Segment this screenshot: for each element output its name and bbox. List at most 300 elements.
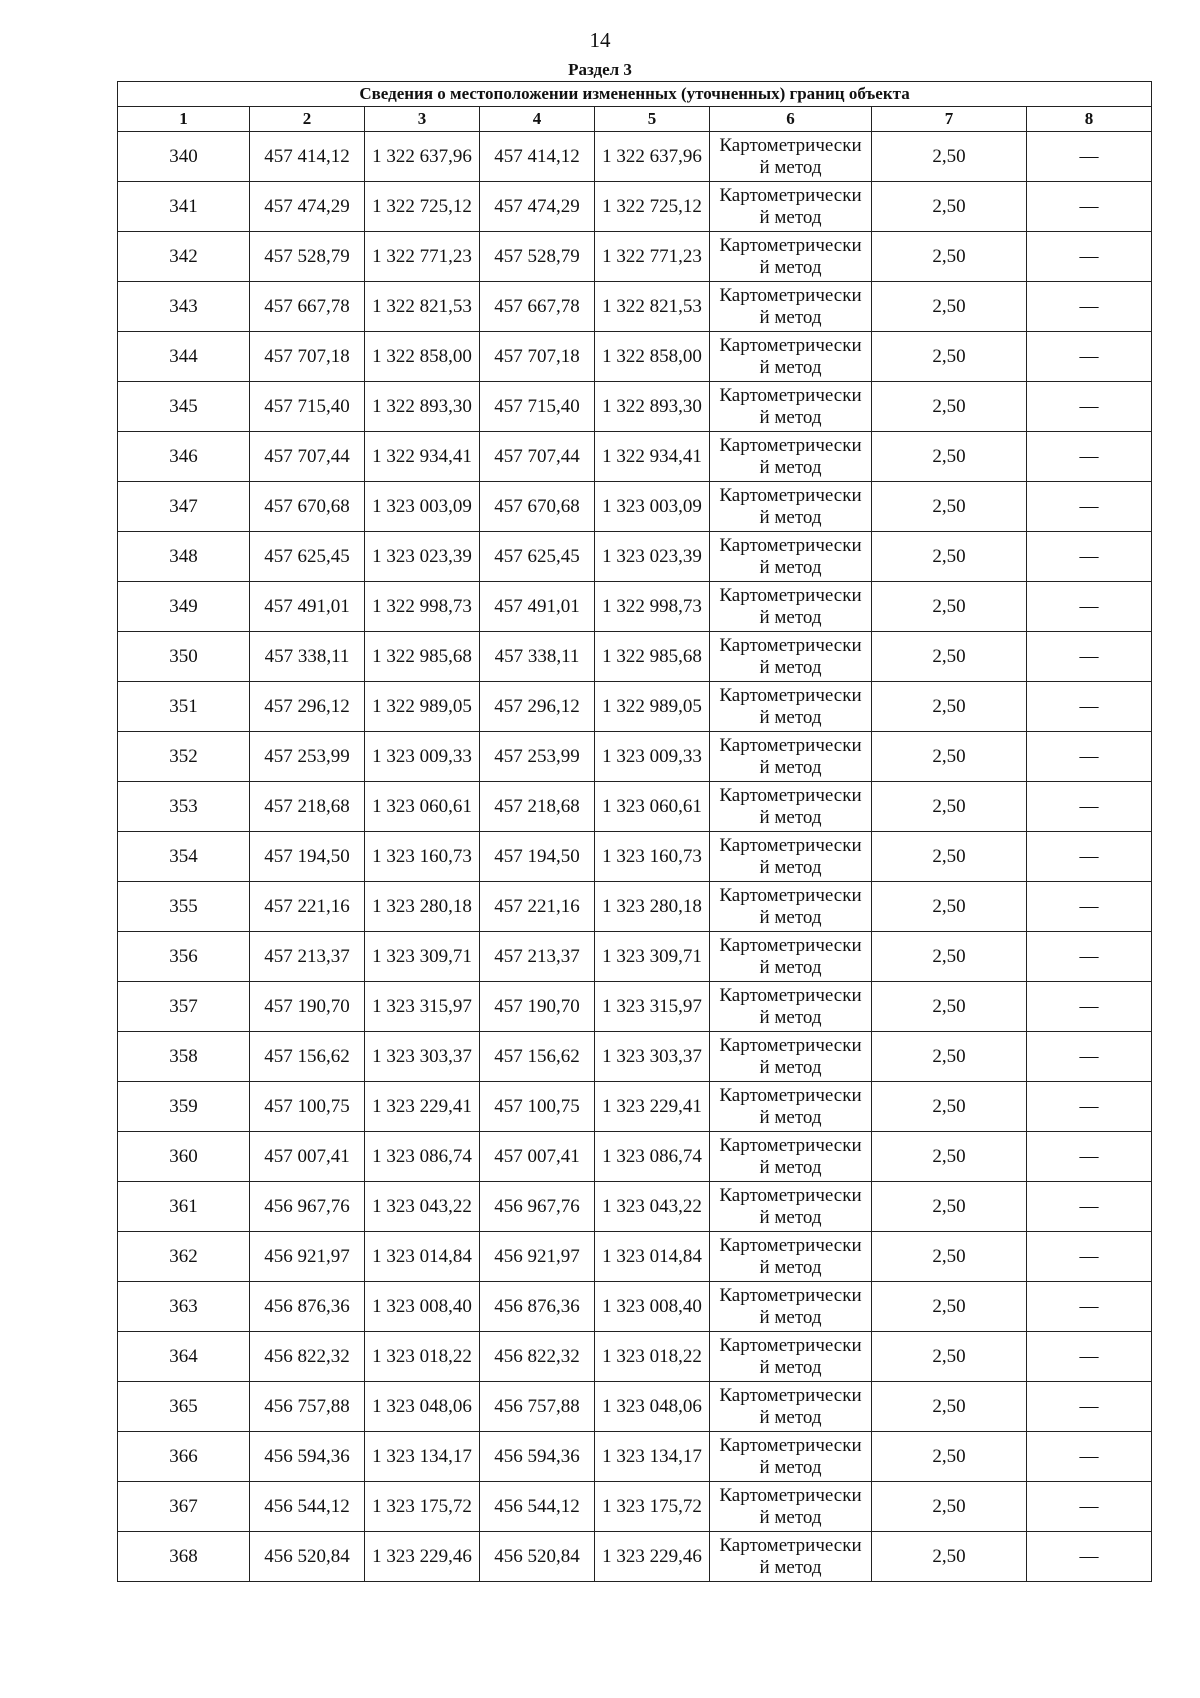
- point-number-cell: 345: [118, 382, 250, 432]
- y-refined-cell: 1 323 280,18: [595, 882, 710, 932]
- accuracy-cell: 2,50: [872, 382, 1027, 432]
- method-line-1: Картометрически: [719, 634, 862, 656]
- table-caption: Сведения о местоположении измененных (уточненных) границ объекта: [118, 82, 1152, 107]
- method-line-1: Картометрически: [719, 834, 862, 856]
- table-row: [118, 282, 1152, 332]
- x-refined-cell: 457 707,18: [480, 332, 595, 382]
- accuracy-cell: 2,50: [872, 1332, 1027, 1382]
- method-line-2: й метод: [759, 906, 822, 928]
- page-number: 14: [589, 28, 611, 52]
- y-refined-cell: 1 322 989,05: [595, 682, 710, 732]
- x-refined-cell: 457 715,40: [480, 382, 595, 432]
- point-number-cell: 361: [118, 1182, 250, 1232]
- method-cell: [710, 1182, 872, 1232]
- column-number-6: 6: [710, 107, 872, 132]
- y-existing-cell: 1 323 303,37: [365, 1032, 480, 1082]
- method-cell: [710, 682, 872, 732]
- method-cell: [710, 332, 872, 382]
- description-cell: —: [1027, 932, 1152, 982]
- accuracy-cell: 2,50: [872, 1482, 1027, 1532]
- x-refined-cell: 457 156,62: [480, 1032, 595, 1082]
- point-number-cell: 358: [118, 1032, 250, 1082]
- method-line-2: й метод: [759, 1256, 822, 1278]
- method-line-1: Картометрически: [719, 1284, 862, 1306]
- method-line-1: Картометрически: [719, 734, 862, 756]
- accuracy-cell: 2,50: [872, 532, 1027, 582]
- description-cell: —: [1027, 432, 1152, 482]
- table-row: [118, 532, 1152, 582]
- point-number-cell: 350: [118, 632, 250, 682]
- y-refined-cell: 1 323 014,84: [595, 1232, 710, 1282]
- method-line-1: Картометрически: [719, 1234, 862, 1256]
- table-row: [118, 832, 1152, 882]
- x-existing-cell: 457 715,40: [250, 382, 365, 432]
- column-number-7: 7: [872, 107, 1027, 132]
- method-line-2: й метод: [759, 356, 822, 378]
- description-cell: —: [1027, 1532, 1152, 1582]
- y-existing-cell: 1 323 160,73: [365, 832, 480, 882]
- accuracy-cell: 2,50: [872, 132, 1027, 182]
- table-row: [118, 782, 1152, 832]
- x-refined-cell: 457 670,68: [480, 482, 595, 532]
- method-cell: [710, 532, 872, 582]
- y-existing-cell: 1 323 175,72: [365, 1482, 480, 1532]
- y-existing-cell: 1 323 309,71: [365, 932, 480, 982]
- method-line-2: й метод: [759, 506, 822, 528]
- table-row: [118, 1282, 1152, 1332]
- point-number-cell: 356: [118, 932, 250, 982]
- y-refined-cell: 1 323 160,73: [595, 832, 710, 882]
- table-row: [118, 982, 1152, 1032]
- accuracy-cell: 2,50: [872, 832, 1027, 882]
- table-row: [118, 1332, 1152, 1382]
- x-refined-cell: 457 221,16: [480, 882, 595, 932]
- section-title: Раздел 3: [568, 60, 632, 79]
- method-line-2: й метод: [759, 1456, 822, 1478]
- y-existing-cell: 1 323 280,18: [365, 882, 480, 932]
- x-existing-cell: 457 338,11: [250, 632, 365, 682]
- y-refined-cell: 1 323 043,22: [595, 1182, 710, 1232]
- accuracy-cell: 2,50: [872, 982, 1027, 1032]
- x-refined-cell: 457 213,37: [480, 932, 595, 982]
- accuracy-cell: 2,50: [872, 332, 1027, 382]
- y-refined-cell: 1 323 048,06: [595, 1382, 710, 1432]
- method-line-2: й метод: [759, 1156, 822, 1178]
- table-row: [118, 482, 1152, 532]
- y-refined-cell: 1 322 985,68: [595, 632, 710, 682]
- table-row: [118, 582, 1152, 632]
- x-existing-cell: 457 707,18: [250, 332, 365, 382]
- y-existing-cell: 1 323 134,17: [365, 1432, 480, 1482]
- point-number-cell: 354: [118, 832, 250, 882]
- x-existing-cell: 457 007,41: [250, 1132, 365, 1182]
- y-existing-cell: 1 323 229,41: [365, 1082, 480, 1132]
- x-existing-cell: 457 190,70: [250, 982, 365, 1032]
- y-existing-cell: 1 322 998,73: [365, 582, 480, 632]
- y-refined-cell: 1 323 315,97: [595, 982, 710, 1032]
- y-refined-cell: 1 323 009,33: [595, 732, 710, 782]
- method-cell: [710, 1332, 872, 1382]
- table-row: [118, 332, 1152, 382]
- method-line-2: й метод: [759, 706, 822, 728]
- method-line-2: й метод: [759, 1106, 822, 1128]
- x-existing-cell: 456 876,36: [250, 1282, 365, 1332]
- accuracy-cell: 2,50: [872, 182, 1027, 232]
- point-number-cell: 343: [118, 282, 250, 332]
- method-cell: [710, 882, 872, 932]
- y-refined-cell: 1 322 998,73: [595, 582, 710, 632]
- method-line-2: й метод: [759, 1006, 822, 1028]
- method-cell: [710, 1232, 872, 1282]
- description-cell: —: [1027, 182, 1152, 232]
- x-existing-cell: 457 296,12: [250, 682, 365, 732]
- x-refined-cell: 457 474,29: [480, 182, 595, 232]
- description-cell: —: [1027, 332, 1152, 382]
- y-existing-cell: 1 322 934,41: [365, 432, 480, 482]
- x-existing-cell: 457 213,37: [250, 932, 365, 982]
- table-row: [118, 382, 1152, 432]
- x-refined-cell: 456 544,12: [480, 1482, 595, 1532]
- y-refined-cell: 1 323 134,17: [595, 1432, 710, 1482]
- method-line-1: Картометрически: [719, 884, 862, 906]
- x-refined-cell: 456 876,36: [480, 1282, 595, 1332]
- y-refined-cell: 1 323 229,41: [595, 1082, 710, 1132]
- x-refined-cell: 457 190,70: [480, 982, 595, 1032]
- method-cell: [710, 732, 872, 782]
- table-row: [118, 1132, 1152, 1182]
- x-existing-cell: 457 670,68: [250, 482, 365, 532]
- accuracy-cell: 2,50: [872, 732, 1027, 782]
- x-existing-cell: 457 253,99: [250, 732, 365, 782]
- description-cell: —: [1027, 782, 1152, 832]
- method-line-2: й метод: [759, 656, 822, 678]
- x-refined-cell: 457 707,44: [480, 432, 595, 482]
- x-refined-cell: 457 194,50: [480, 832, 595, 882]
- y-refined-cell: 1 322 934,41: [595, 432, 710, 482]
- method-line-1: Картометрически: [719, 1534, 862, 1556]
- method-line-1: Картометрически: [719, 1184, 862, 1206]
- method-line-2: й метод: [759, 1056, 822, 1078]
- description-cell: —: [1027, 1132, 1152, 1182]
- method-line-2: й метод: [759, 206, 822, 228]
- method-line-1: Картометрически: [719, 584, 862, 606]
- description-cell: —: [1027, 732, 1152, 782]
- method-cell: [710, 782, 872, 832]
- method-cell: [710, 1432, 872, 1482]
- y-refined-cell: 1 323 309,71: [595, 932, 710, 982]
- y-refined-cell: 1 322 893,30: [595, 382, 710, 432]
- description-cell: —: [1027, 1182, 1152, 1232]
- method-line-1: Картометрически: [719, 134, 862, 156]
- method-cell: [710, 832, 872, 882]
- method-line-2: й метод: [759, 256, 822, 278]
- point-number-cell: 340: [118, 132, 250, 182]
- accuracy-cell: 2,50: [872, 1432, 1027, 1482]
- method-cell: [710, 382, 872, 432]
- y-refined-cell: 1 323 003,09: [595, 482, 710, 532]
- description-cell: —: [1027, 132, 1152, 182]
- column-number-2: 2: [250, 107, 365, 132]
- point-number-cell: 363: [118, 1282, 250, 1332]
- y-existing-cell: 1 323 315,97: [365, 982, 480, 1032]
- accuracy-cell: 2,50: [872, 432, 1027, 482]
- y-existing-cell: 1 322 725,12: [365, 182, 480, 232]
- accuracy-cell: 2,50: [872, 1282, 1027, 1332]
- y-existing-cell: 1 323 014,84: [365, 1232, 480, 1282]
- method-line-2: й метод: [759, 806, 822, 828]
- method-line-1: Картометрически: [719, 984, 862, 1006]
- y-existing-cell: 1 323 023,39: [365, 532, 480, 582]
- method-line-2: й метод: [759, 1406, 822, 1428]
- table-body: [118, 132, 1152, 1582]
- method-cell: [710, 982, 872, 1032]
- y-existing-cell: 1 323 018,22: [365, 1332, 480, 1382]
- table-row: [118, 232, 1152, 282]
- method-line-1: Картометрически: [719, 284, 862, 306]
- x-refined-cell: 456 921,97: [480, 1232, 595, 1282]
- y-existing-cell: 1 322 771,23: [365, 232, 480, 282]
- description-cell: —: [1027, 1232, 1152, 1282]
- x-existing-cell: 456 520,84: [250, 1532, 365, 1582]
- method-line-2: й метод: [759, 956, 822, 978]
- method-line-1: Картометрически: [719, 1434, 862, 1456]
- method-line-2: й метод: [759, 1356, 822, 1378]
- table-row: [118, 1032, 1152, 1082]
- x-existing-cell: 457 218,68: [250, 782, 365, 832]
- point-number-cell: 353: [118, 782, 250, 832]
- y-existing-cell: 1 322 858,00: [365, 332, 480, 382]
- x-existing-cell: 457 414,12: [250, 132, 365, 182]
- x-existing-cell: 457 667,78: [250, 282, 365, 332]
- method-line-2: й метод: [759, 156, 822, 178]
- method-cell: [710, 282, 872, 332]
- y-existing-cell: 1 323 008,40: [365, 1282, 480, 1332]
- method-cell: [710, 232, 872, 282]
- table-row: [118, 1082, 1152, 1132]
- accuracy-cell: 2,50: [872, 1032, 1027, 1082]
- method-line-1: Картометрически: [719, 684, 862, 706]
- point-number-cell: 344: [118, 332, 250, 382]
- x-refined-cell: 457 253,99: [480, 732, 595, 782]
- method-cell: [710, 1532, 872, 1582]
- accuracy-cell: 2,50: [872, 482, 1027, 532]
- y-refined-cell: 1 323 060,61: [595, 782, 710, 832]
- y-refined-cell: 1 323 229,46: [595, 1532, 710, 1582]
- x-existing-cell: 456 757,88: [250, 1382, 365, 1432]
- y-existing-cell: 1 322 989,05: [365, 682, 480, 732]
- table-row: [118, 182, 1152, 232]
- method-line-2: й метод: [759, 1556, 822, 1578]
- accuracy-cell: 2,50: [872, 1182, 1027, 1232]
- x-refined-cell: 457 338,11: [480, 632, 595, 682]
- description-cell: —: [1027, 1282, 1152, 1332]
- x-existing-cell: 456 967,76: [250, 1182, 365, 1232]
- method-line-1: Картометрически: [719, 534, 862, 556]
- method-cell: [710, 482, 872, 532]
- accuracy-cell: 2,50: [872, 682, 1027, 732]
- method-line-1: Картометрически: [719, 434, 862, 456]
- description-cell: —: [1027, 882, 1152, 932]
- description-cell: —: [1027, 282, 1152, 332]
- description-cell: —: [1027, 682, 1152, 732]
- x-existing-cell: 456 544,12: [250, 1482, 365, 1532]
- point-number-cell: 362: [118, 1232, 250, 1282]
- description-cell: —: [1027, 1332, 1152, 1382]
- x-refined-cell: 457 625,45: [480, 532, 595, 582]
- method-line-2: й метод: [759, 856, 822, 878]
- method-line-1: Картометрически: [719, 784, 862, 806]
- method-cell: [710, 1032, 872, 1082]
- y-refined-cell: 1 323 303,37: [595, 1032, 710, 1082]
- table-row: [118, 1432, 1152, 1482]
- method-cell: [710, 1082, 872, 1132]
- method-cell: [710, 132, 872, 182]
- y-existing-cell: 1 322 637,96: [365, 132, 480, 182]
- accuracy-cell: 2,50: [872, 1132, 1027, 1182]
- point-number-cell: 368: [118, 1532, 250, 1582]
- method-cell: [710, 582, 872, 632]
- description-cell: —: [1027, 1382, 1152, 1432]
- method-line-1: Картометрически: [719, 1484, 862, 1506]
- accuracy-cell: 2,50: [872, 1382, 1027, 1432]
- accuracy-cell: 2,50: [872, 282, 1027, 332]
- y-existing-cell: 1 323 043,22: [365, 1182, 480, 1232]
- y-refined-cell: 1 323 086,74: [595, 1132, 710, 1182]
- x-existing-cell: 457 707,44: [250, 432, 365, 482]
- method-line-2: й метод: [759, 306, 822, 328]
- description-cell: —: [1027, 1082, 1152, 1132]
- method-line-2: й метод: [759, 756, 822, 778]
- y-existing-cell: 1 323 048,06: [365, 1382, 480, 1432]
- accuracy-cell: 2,50: [872, 1232, 1027, 1282]
- method-line-2: й метод: [759, 456, 822, 478]
- y-refined-cell: 1 322 725,12: [595, 182, 710, 232]
- table-row: [118, 682, 1152, 732]
- point-number-cell: 341: [118, 182, 250, 232]
- table-row: [118, 1482, 1152, 1532]
- x-refined-cell: 456 757,88: [480, 1382, 595, 1432]
- x-existing-cell: 457 528,79: [250, 232, 365, 282]
- method-line-1: Картометрически: [719, 1134, 862, 1156]
- column-number-5: 5: [595, 107, 710, 132]
- method-line-1: Картометрически: [719, 484, 862, 506]
- method-line-1: Картометрически: [719, 1034, 862, 1056]
- method-cell: [710, 932, 872, 982]
- y-existing-cell: 1 322 985,68: [365, 632, 480, 682]
- x-existing-cell: 457 100,75: [250, 1082, 365, 1132]
- x-refined-cell: 457 667,78: [480, 282, 595, 332]
- column-number-4: 4: [480, 107, 595, 132]
- y-refined-cell: 1 322 637,96: [595, 132, 710, 182]
- x-existing-cell: 457 625,45: [250, 532, 365, 582]
- method-line-1: Картометрически: [719, 1384, 862, 1406]
- accuracy-cell: 2,50: [872, 232, 1027, 282]
- x-refined-cell: 457 528,79: [480, 232, 595, 282]
- method-cell: [710, 1382, 872, 1432]
- table-row: [118, 632, 1152, 682]
- method-line-1: Картометрически: [719, 1334, 862, 1356]
- method-cell: [710, 182, 872, 232]
- description-cell: —: [1027, 1482, 1152, 1532]
- description-cell: —: [1027, 832, 1152, 882]
- method-cell: [710, 1282, 872, 1332]
- method-line-1: Картометрически: [719, 184, 862, 206]
- y-refined-cell: 1 323 175,72: [595, 1482, 710, 1532]
- accuracy-cell: 2,50: [872, 1082, 1027, 1132]
- y-existing-cell: 1 322 893,30: [365, 382, 480, 432]
- method-line-2: й метод: [759, 1306, 822, 1328]
- table-row: [118, 1232, 1152, 1282]
- point-number-cell: 352: [118, 732, 250, 782]
- y-existing-cell: 1 323 009,33: [365, 732, 480, 782]
- y-existing-cell: 1 323 060,61: [365, 782, 480, 832]
- method-line-1: Картометрически: [719, 934, 862, 956]
- description-cell: —: [1027, 532, 1152, 582]
- point-number-cell: 357: [118, 982, 250, 1032]
- y-refined-cell: 1 323 018,22: [595, 1332, 710, 1382]
- x-existing-cell: 457 156,62: [250, 1032, 365, 1082]
- method-line-2: й метод: [759, 556, 822, 578]
- table-row: [118, 432, 1152, 482]
- x-refined-cell: 457 414,12: [480, 132, 595, 182]
- accuracy-cell: 2,50: [872, 882, 1027, 932]
- description-cell: —: [1027, 482, 1152, 532]
- x-existing-cell: 457 491,01: [250, 582, 365, 632]
- point-number-cell: 349: [118, 582, 250, 632]
- x-refined-cell: 456 967,76: [480, 1182, 595, 1232]
- method-cell: [710, 632, 872, 682]
- x-refined-cell: 456 594,36: [480, 1432, 595, 1482]
- table-row: [118, 882, 1152, 932]
- x-refined-cell: 456 822,32: [480, 1332, 595, 1382]
- method-line-2: й метод: [759, 606, 822, 628]
- method-cell: [710, 1482, 872, 1532]
- method-line-1: Картометрически: [719, 234, 862, 256]
- point-number-cell: 342: [118, 232, 250, 282]
- table-row: [118, 932, 1152, 982]
- point-number-cell: 346: [118, 432, 250, 482]
- table-row: [118, 1532, 1152, 1582]
- x-refined-cell: 457 218,68: [480, 782, 595, 832]
- point-number-cell: 351: [118, 682, 250, 732]
- method-cell: [710, 1132, 872, 1182]
- y-existing-cell: 1 323 003,09: [365, 482, 480, 532]
- y-refined-cell: 1 322 771,23: [595, 232, 710, 282]
- x-existing-cell: 456 822,32: [250, 1332, 365, 1382]
- x-refined-cell: 457 491,01: [480, 582, 595, 632]
- description-cell: —: [1027, 382, 1152, 432]
- point-number-cell: 367: [118, 1482, 250, 1532]
- y-refined-cell: 1 323 008,40: [595, 1282, 710, 1332]
- y-existing-cell: 1 322 821,53: [365, 282, 480, 332]
- method-line-2: й метод: [759, 1506, 822, 1528]
- table-row: [118, 732, 1152, 782]
- coordinates-table: [117, 81, 1152, 1582]
- point-number-cell: 366: [118, 1432, 250, 1482]
- column-number-row: [118, 107, 1152, 132]
- x-existing-cell: 456 921,97: [250, 1232, 365, 1282]
- y-refined-cell: 1 323 023,39: [595, 532, 710, 582]
- y-existing-cell: 1 323 086,74: [365, 1132, 480, 1182]
- point-number-cell: 348: [118, 532, 250, 582]
- description-cell: —: [1027, 982, 1152, 1032]
- x-refined-cell: 456 520,84: [480, 1532, 595, 1582]
- x-existing-cell: 456 594,36: [250, 1432, 365, 1482]
- y-existing-cell: 1 323 229,46: [365, 1532, 480, 1582]
- column-number-3: 3: [365, 107, 480, 132]
- method-cell: [710, 432, 872, 482]
- x-existing-cell: 457 474,29: [250, 182, 365, 232]
